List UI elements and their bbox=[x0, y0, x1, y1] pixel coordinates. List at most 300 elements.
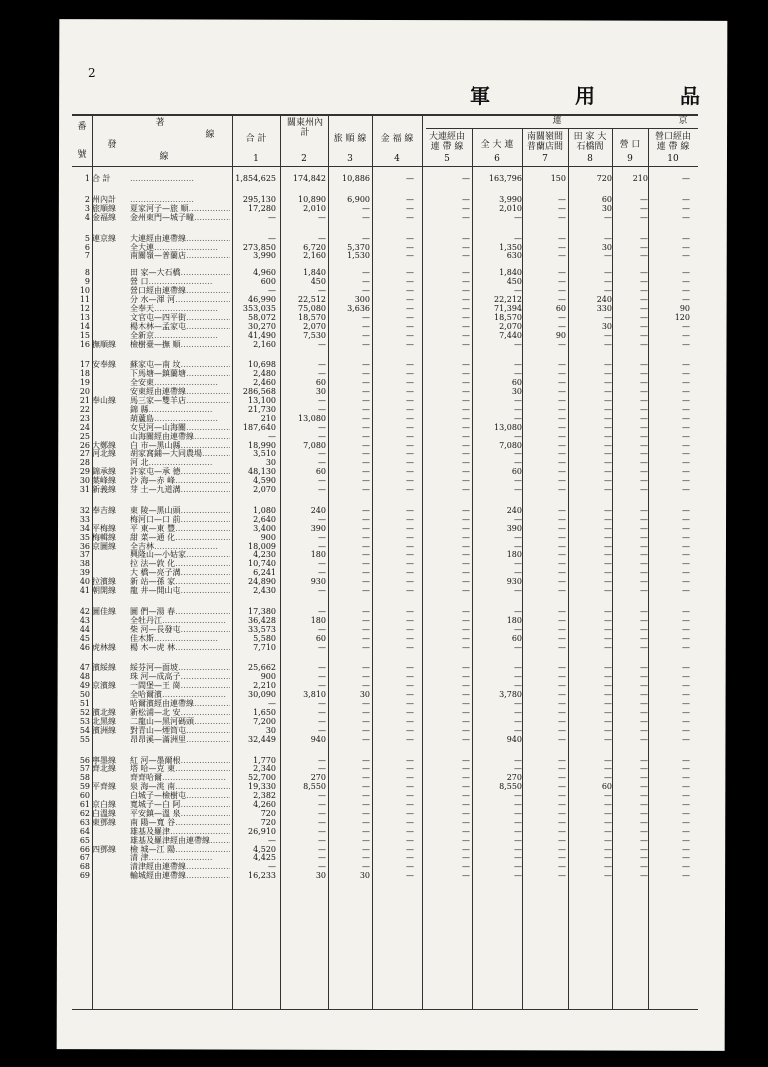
row-number: 43 bbox=[79, 615, 90, 625]
row-section: 平 東—東 豐 …………………… bbox=[130, 524, 230, 533]
row-value-col-10: — bbox=[682, 764, 690, 774]
row-value-col-9: — bbox=[640, 690, 648, 700]
row-value-col-8: 60 bbox=[601, 194, 612, 204]
row-value-col-5: — bbox=[462, 440, 470, 450]
row-value-col-4: — bbox=[406, 312, 414, 322]
row-value-col-4: — bbox=[406, 663, 414, 673]
row-value-col-10: — bbox=[682, 642, 690, 652]
row-number: 22 bbox=[79, 404, 90, 414]
row-value-col-2: 180 bbox=[310, 615, 326, 625]
row-number: 46 bbox=[79, 642, 90, 652]
row-value-col-2: — bbox=[318, 541, 326, 551]
row-value-col-4: — bbox=[406, 339, 414, 349]
row-value-col-1: 2,160 bbox=[253, 339, 276, 349]
table-row bbox=[72, 764, 698, 773]
row-value-col-2: 6,720 bbox=[303, 242, 326, 252]
row-section bbox=[130, 174, 230, 183]
row-value-col-8: — bbox=[604, 360, 612, 370]
row-value-col-9: — bbox=[640, 449, 648, 459]
row-section: 蘇家屯—南 坟 …………………… bbox=[130, 360, 230, 369]
row-value-col-5: — bbox=[462, 251, 470, 261]
row-value-col-6: — bbox=[514, 808, 522, 818]
title-char: 軍 bbox=[470, 84, 490, 108]
row-value-col-4: — bbox=[406, 404, 414, 414]
row-value-col-10: — bbox=[682, 467, 690, 477]
row-value-col-9: — bbox=[640, 330, 648, 340]
row-value-col-9: — bbox=[640, 295, 648, 304]
row-value-col-4: — bbox=[406, 330, 414, 340]
row-section: 全安東 …………………… bbox=[130, 378, 230, 387]
row-value-col-8: — bbox=[604, 681, 612, 691]
row-value-col-10: — bbox=[682, 755, 690, 765]
row-value-col-3: — bbox=[362, 606, 370, 616]
row-value-col-10: — bbox=[682, 773, 690, 783]
row-value-col-8: 30 bbox=[601, 242, 612, 252]
row-value-col-4: — bbox=[406, 681, 414, 691]
row-value-col-7: — bbox=[558, 773, 566, 783]
row-number: 1 bbox=[84, 174, 90, 183]
row-value-col-1: 720 bbox=[260, 817, 276, 827]
row-value-col-5: — bbox=[462, 716, 470, 726]
row-value-col-3: — bbox=[362, 707, 370, 717]
row-value-col-1: — bbox=[268, 212, 276, 222]
row-value-col-2: — bbox=[318, 817, 326, 827]
row-number: 45 bbox=[79, 633, 90, 643]
row-value-col-6: — bbox=[514, 541, 522, 551]
row-value-col-8: — bbox=[604, 853, 612, 863]
row-number: 39 bbox=[79, 568, 90, 578]
row-value-col-10: — bbox=[682, 485, 690, 494]
row-value-col-9: — bbox=[640, 577, 648, 587]
table-row bbox=[72, 845, 698, 854]
header-group-left: 連 bbox=[552, 116, 562, 126]
row-value-col-1: 30 bbox=[265, 725, 276, 735]
row-value-col-2: 22,512 bbox=[298, 295, 326, 304]
row-value-col-4: — bbox=[406, 734, 414, 744]
row-section: 檢 城—江 陽 …………………… bbox=[130, 845, 230, 854]
row-value-col-8: — bbox=[604, 396, 612, 405]
row-value-col-2: — bbox=[318, 800, 326, 809]
row-value-col-1: 17,380 bbox=[248, 606, 276, 616]
row-value-col-3: — bbox=[362, 485, 370, 494]
table-row bbox=[72, 378, 698, 387]
row-value-col-9: — bbox=[640, 467, 648, 477]
row-value-col-1: 58,072 bbox=[248, 312, 276, 322]
row-value-col-3: — bbox=[362, 440, 370, 450]
row-value-col-4: — bbox=[406, 773, 414, 783]
row-line-name: 白溫線 bbox=[92, 808, 116, 818]
row-value-col-2: 450 bbox=[310, 277, 326, 287]
table-row bbox=[72, 625, 698, 634]
row-value-col-9: — bbox=[640, 268, 648, 278]
row-value-col-7: — bbox=[558, 734, 566, 744]
row-value-col-1: 33,573 bbox=[248, 624, 276, 634]
row-value-col-4: — bbox=[406, 242, 414, 252]
row-value-col-6: 270 bbox=[506, 773, 522, 783]
row-value-col-2: — bbox=[318, 826, 326, 836]
row-value-col-8: — bbox=[604, 633, 612, 643]
row-value-col-8: — bbox=[604, 755, 612, 765]
row-value-col-2: — bbox=[318, 458, 326, 468]
row-value-col-1: 26,910 bbox=[248, 826, 276, 836]
row-value-col-6: 7,080 bbox=[499, 440, 522, 450]
row-section: 芽 土—九道溝 …………………… bbox=[130, 485, 230, 494]
row-value-col-6: — bbox=[514, 559, 522, 569]
row-value-col-3: — bbox=[362, 764, 370, 774]
row-value-col-8: — bbox=[604, 577, 612, 587]
row-value-col-9: — bbox=[640, 559, 648, 569]
row-number: 65 bbox=[79, 835, 90, 845]
row-value-col-2: 174,842 bbox=[292, 174, 326, 183]
row-number: 36 bbox=[79, 541, 90, 551]
row-value-col-4: — bbox=[406, 378, 414, 388]
row-value-col-9: — bbox=[640, 642, 648, 652]
row-value-col-4: — bbox=[406, 615, 414, 625]
row-value-col-2: — bbox=[318, 339, 326, 349]
row-value-col-7: — bbox=[558, 449, 566, 459]
row-value-col-4: — bbox=[406, 458, 414, 468]
row-line-name: 平梅線 bbox=[92, 523, 116, 533]
row-line-name: 葉峰線 bbox=[92, 476, 116, 486]
row-value-col-7: — bbox=[558, 663, 566, 673]
row-value-col-8: — bbox=[604, 458, 612, 468]
row-value-col-2: 10,890 bbox=[298, 194, 326, 204]
row-value-col-4: — bbox=[406, 523, 414, 533]
table-row bbox=[72, 800, 698, 809]
row-value-col-1: 17,280 bbox=[248, 203, 276, 213]
row-line-name: 圖佳線 bbox=[92, 606, 116, 616]
row-value-col-9: — bbox=[640, 387, 648, 397]
row-section: 清津經由連帶線 …………………… bbox=[130, 862, 230, 871]
table-row bbox=[72, 699, 698, 708]
row-value-col-10: — bbox=[682, 360, 690, 370]
row-value-col-7: — bbox=[558, 467, 566, 477]
row-value-col-1: 25,662 bbox=[248, 663, 276, 673]
table-row bbox=[72, 360, 698, 369]
row-value-col-9: — bbox=[640, 203, 648, 213]
row-value-col-10: — bbox=[682, 286, 690, 296]
row-value-col-1: 4,230 bbox=[253, 550, 276, 560]
row-value-col-1: 210 bbox=[260, 413, 276, 423]
row-value-col-8: — bbox=[604, 422, 612, 432]
row-value-col-9: — bbox=[640, 321, 648, 331]
row-value-col-1: 2,640 bbox=[253, 514, 276, 524]
row-section: 新松浦—北 安 …………………… bbox=[130, 708, 230, 717]
row-value-col-10: — bbox=[682, 396, 690, 405]
row-value-col-4: — bbox=[406, 505, 414, 515]
row-value-col-8: — bbox=[604, 586, 612, 595]
row-value-col-3: 300 bbox=[354, 295, 370, 304]
row-value-col-7: — bbox=[558, 577, 566, 587]
row-value-col-10: 90 bbox=[679, 303, 690, 313]
row-value-col-4: — bbox=[406, 476, 414, 486]
row-value-col-9: — bbox=[640, 458, 648, 468]
row-section: 大連經由連帶線 …………………… bbox=[130, 234, 230, 243]
row-section: 楊 木—虎 林 …………………… bbox=[130, 643, 230, 652]
row-value-col-9: — bbox=[640, 791, 648, 801]
row-number: 9 bbox=[84, 277, 90, 287]
row-value-col-9: — bbox=[640, 808, 648, 818]
row-value-col-9: — bbox=[640, 707, 648, 717]
row-value-col-4: — bbox=[406, 853, 414, 863]
row-section: 甜 菜—通 化 …………………… bbox=[130, 533, 230, 542]
row-value-col-10: — bbox=[682, 476, 690, 486]
row-line-name: 河北線 bbox=[92, 449, 116, 459]
row-value-col-5: — bbox=[462, 871, 470, 881]
row-value-col-1: 2,070 bbox=[253, 485, 276, 494]
row-value-col-3: — bbox=[362, 734, 370, 744]
table-row bbox=[72, 268, 698, 277]
row-section: 田 家—大石橋 …………………… bbox=[130, 268, 230, 277]
row-value-col-2: — bbox=[318, 808, 326, 818]
row-value-col-3: — bbox=[362, 559, 370, 569]
table-row bbox=[72, 550, 698, 559]
table-row bbox=[72, 586, 698, 595]
row-line-name: 朝開線 bbox=[92, 586, 116, 595]
table-row bbox=[72, 559, 698, 568]
table-row bbox=[72, 204, 698, 213]
row-number: 57 bbox=[79, 764, 90, 774]
row-number: 59 bbox=[79, 782, 90, 792]
row-value-col-4: — bbox=[406, 449, 414, 459]
row-value-col-5: — bbox=[462, 233, 470, 243]
row-value-col-6: 60 bbox=[511, 378, 522, 388]
row-value-col-9: — bbox=[640, 251, 648, 261]
row-value-col-10: — bbox=[682, 606, 690, 616]
row-value-col-10: — bbox=[682, 404, 690, 414]
row-value-col-7: — bbox=[558, 707, 566, 717]
row-value-col-8: — bbox=[604, 568, 612, 578]
row-value-col-7: — bbox=[558, 233, 566, 243]
row-value-col-3: — bbox=[362, 800, 370, 809]
row-value-col-8: 330 bbox=[596, 303, 612, 313]
row-value-col-6: — bbox=[514, 606, 522, 616]
row-value-col-2: 30 bbox=[315, 871, 326, 881]
row-number: 52 bbox=[79, 707, 90, 717]
row-value-col-3: — bbox=[362, 449, 370, 459]
row-value-col-9: — bbox=[640, 212, 648, 222]
row-value-col-6: 930 bbox=[506, 577, 522, 587]
row-value-col-7: — bbox=[558, 485, 566, 494]
row-value-col-8: — bbox=[604, 505, 612, 515]
row-value-col-1: 4,425 bbox=[253, 853, 276, 863]
row-value-col-8: — bbox=[604, 690, 612, 700]
table-row bbox=[72, 524, 698, 533]
row-value-col-3: — bbox=[362, 615, 370, 625]
table-row bbox=[72, 577, 698, 586]
row-section: 葫蘆島 …………………… bbox=[130, 414, 230, 423]
row-value-col-5: — bbox=[462, 835, 470, 845]
table-row bbox=[72, 717, 698, 726]
row-value-col-3: — bbox=[362, 568, 370, 578]
row-value-col-2: — bbox=[318, 716, 326, 726]
row-value-col-6: — bbox=[514, 755, 522, 765]
table-row bbox=[72, 243, 698, 252]
header-no-top: 番 bbox=[77, 122, 87, 132]
table-row bbox=[72, 286, 698, 295]
row-value-col-6: 1,350 bbox=[499, 242, 522, 252]
row-value-col-6: 390 bbox=[506, 523, 522, 533]
row-value-col-10: — bbox=[682, 817, 690, 827]
row-value-col-4: — bbox=[406, 559, 414, 569]
table-row bbox=[72, 735, 698, 744]
row-value-col-8: — bbox=[604, 672, 612, 682]
row-section: 馬三家—雙羊店 …………………… bbox=[130, 396, 230, 405]
row-value-col-8: — bbox=[604, 550, 612, 560]
row-number: 56 bbox=[79, 755, 90, 765]
row-value-col-4: — bbox=[406, 755, 414, 765]
row-value-col-7: — bbox=[558, 835, 566, 845]
row-value-col-9: — bbox=[640, 242, 648, 252]
row-value-col-7: — bbox=[558, 369, 566, 379]
row-value-col-2: — bbox=[318, 485, 326, 494]
row-number: 55 bbox=[79, 734, 90, 744]
row-value-col-1: 900 bbox=[260, 672, 276, 682]
col-num-8: 8 bbox=[587, 154, 593, 164]
row-value-col-8: 30 bbox=[601, 203, 612, 213]
row-value-col-7: — bbox=[558, 312, 566, 322]
row-value-col-2: 930 bbox=[310, 577, 326, 587]
row-section: 南關嶺—普蘭店 …………………… bbox=[130, 251, 230, 260]
row-value-col-8: — bbox=[604, 312, 612, 322]
row-value-col-1: — bbox=[268, 699, 276, 708]
row-value-col-1: 36,428 bbox=[248, 615, 276, 625]
table-row bbox=[72, 782, 698, 791]
row-value-col-5: — bbox=[462, 844, 470, 854]
row-value-col-5: — bbox=[462, 449, 470, 459]
row-value-col-1: 30,270 bbox=[248, 321, 276, 331]
row-value-col-1: 273,850 bbox=[242, 242, 276, 252]
row-value-col-8: — bbox=[604, 387, 612, 397]
row-value-col-8: — bbox=[604, 663, 612, 673]
row-value-col-7: — bbox=[558, 523, 566, 533]
row-value-col-2: — bbox=[318, 586, 326, 595]
row-value-col-10: — bbox=[682, 734, 690, 744]
row-value-col-3: — bbox=[362, 212, 370, 222]
row-value-col-9: — bbox=[640, 568, 648, 578]
row-value-col-9: 210 bbox=[632, 174, 648, 183]
row-value-col-3: — bbox=[362, 476, 370, 486]
row-value-col-1: 353,035 bbox=[242, 303, 276, 313]
row-value-col-3: — bbox=[362, 550, 370, 560]
row-value-col-5: — bbox=[462, 817, 470, 827]
row-value-col-4: — bbox=[406, 194, 414, 204]
row-value-col-3: 6,900 bbox=[347, 194, 370, 204]
row-value-col-1: 24,890 bbox=[248, 577, 276, 587]
row-value-col-8: — bbox=[604, 330, 612, 340]
row-value-col-7: — bbox=[558, 642, 566, 652]
table-row bbox=[72, 458, 698, 467]
row-section: 全哈爾濱 …………………… bbox=[130, 690, 230, 699]
row-value-col-4: — bbox=[406, 212, 414, 222]
row-number: 40 bbox=[79, 577, 90, 587]
row-value-col-10: — bbox=[682, 277, 690, 287]
row-line-name: 東鄧線 bbox=[92, 817, 116, 827]
row-value-col-10: — bbox=[682, 431, 690, 441]
row-value-col-1: 187,640 bbox=[242, 422, 276, 432]
table-row bbox=[72, 277, 698, 286]
row-value-col-4: — bbox=[406, 642, 414, 652]
row-value-col-10: — bbox=[682, 586, 690, 595]
row-line-name: 奉吉線 bbox=[92, 505, 116, 515]
row-number: 11 bbox=[79, 295, 90, 304]
row-value-col-1: 1,854,625 bbox=[235, 174, 276, 183]
row-value-col-6: 450 bbox=[506, 277, 522, 287]
row-value-col-10: — bbox=[682, 233, 690, 243]
row-value-col-6: — bbox=[514, 339, 522, 349]
row-number: 35 bbox=[79, 532, 90, 542]
row-value-col-2: 13,080 bbox=[298, 413, 326, 423]
row-value-col-8: — bbox=[604, 624, 612, 634]
row-value-col-6: 180 bbox=[506, 550, 522, 560]
row-value-col-1: 7,200 bbox=[253, 716, 276, 726]
row-value-col-8: — bbox=[604, 826, 612, 836]
row-value-col-7: — bbox=[558, 681, 566, 691]
row-value-col-5: — bbox=[462, 690, 470, 700]
row-value-col-7: — bbox=[558, 413, 566, 423]
row-value-col-1: — bbox=[268, 233, 276, 243]
row-value-col-2: 270 bbox=[310, 773, 326, 783]
row-value-col-8: — bbox=[604, 449, 612, 459]
row-line-name: 梅輯線 bbox=[92, 532, 116, 542]
row-value-col-6: — bbox=[514, 826, 522, 836]
row-value-col-10: — bbox=[682, 458, 690, 468]
table-row bbox=[72, 213, 698, 222]
row-value-col-2: 75,080 bbox=[298, 303, 326, 313]
row-value-col-9: — bbox=[640, 699, 648, 708]
row-section: 全奉天 …………………… bbox=[130, 304, 230, 313]
row-value-col-3: — bbox=[362, 808, 370, 818]
row-value-col-5: — bbox=[462, 532, 470, 542]
row-section: 東 陵—黑山頭 …………………… bbox=[130, 506, 230, 515]
row-number: 69 bbox=[79, 871, 90, 881]
row-value-col-3: — bbox=[362, 514, 370, 524]
row-value-col-6: — bbox=[514, 485, 522, 494]
row-value-col-1: 19,330 bbox=[248, 782, 276, 792]
row-value-col-5: — bbox=[462, 360, 470, 370]
row-value-col-10: — bbox=[682, 550, 690, 560]
table-row bbox=[72, 690, 698, 699]
row-value-col-9: — bbox=[640, 360, 648, 370]
row-value-col-2: — bbox=[318, 286, 326, 296]
row-value-col-3: — bbox=[362, 431, 370, 441]
row-value-col-3: — bbox=[362, 716, 370, 726]
row-line-name: 大鄭線 bbox=[92, 440, 116, 450]
row-value-col-10: — bbox=[682, 853, 690, 863]
row-value-col-10: — bbox=[682, 577, 690, 587]
row-value-col-2: — bbox=[318, 369, 326, 379]
row-value-col-3: — bbox=[362, 532, 370, 542]
row-value-col-5: — bbox=[462, 203, 470, 213]
row-section: 河 北 …………………… bbox=[130, 458, 230, 467]
row-section: 營 口 …………………… bbox=[130, 277, 230, 286]
row-value-col-10: — bbox=[682, 523, 690, 533]
row-value-col-4: — bbox=[406, 233, 414, 243]
row-value-col-5: — bbox=[462, 725, 470, 735]
table-row bbox=[72, 423, 698, 432]
row-number: 17 bbox=[79, 360, 90, 370]
row-value-col-4: — bbox=[406, 716, 414, 726]
row-number: 68 bbox=[79, 862, 90, 872]
row-value-col-3: 30 bbox=[359, 871, 370, 881]
row-value-col-2: — bbox=[318, 404, 326, 414]
table-row bbox=[72, 726, 698, 735]
row-value-col-10: — bbox=[682, 826, 690, 836]
row-value-col-9: — bbox=[640, 485, 648, 494]
row-value-col-4: — bbox=[406, 431, 414, 441]
row-number: 14 bbox=[79, 321, 90, 331]
row-value-col-7: — bbox=[558, 396, 566, 405]
